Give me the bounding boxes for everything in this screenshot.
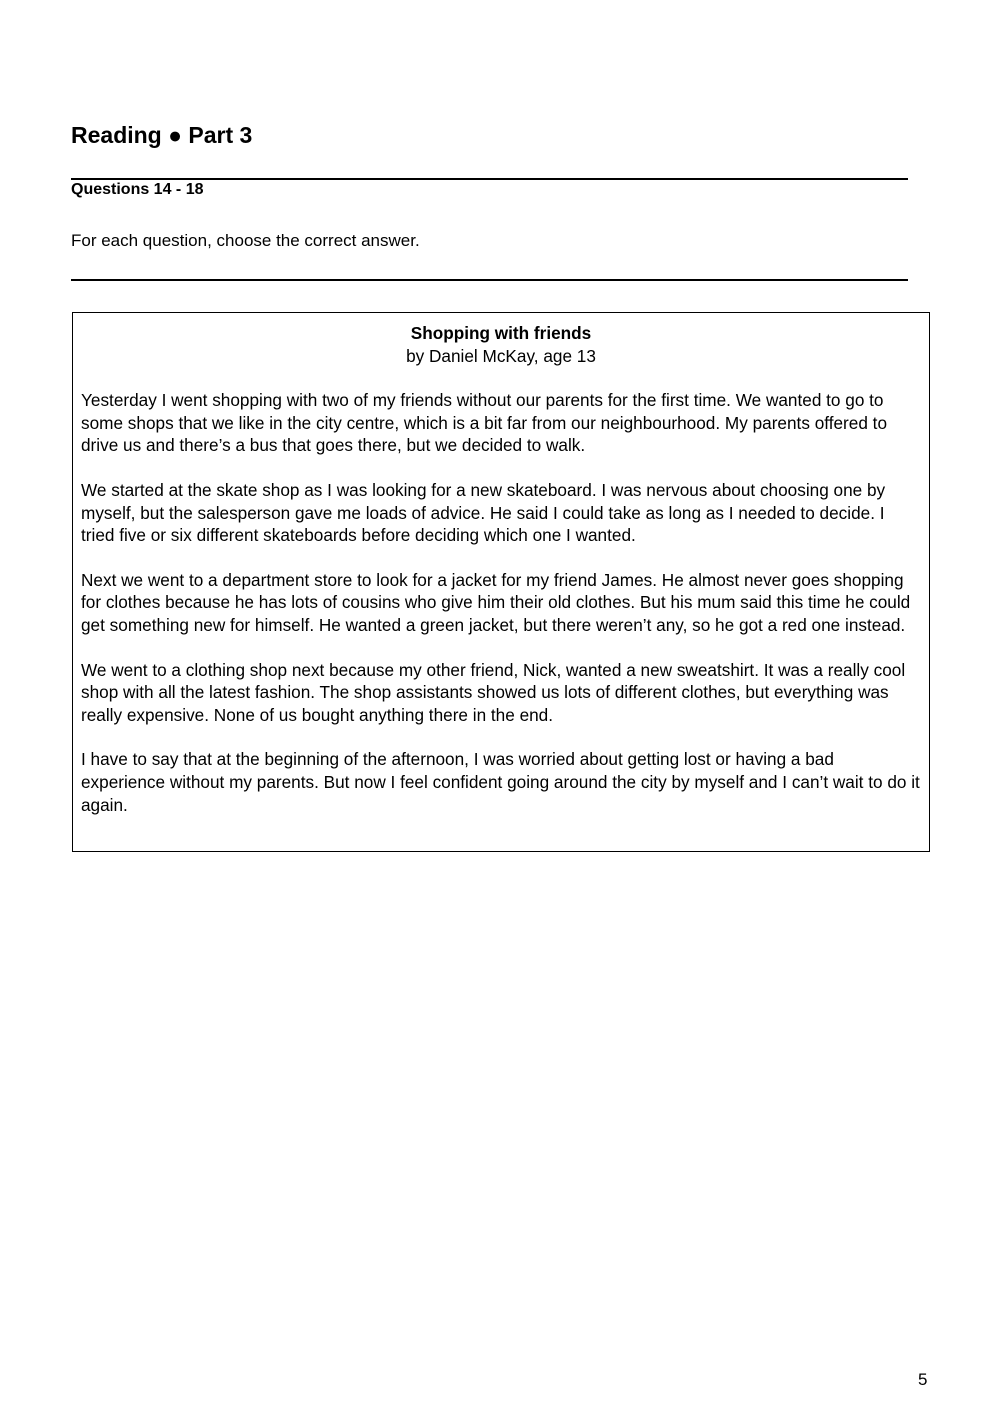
reading-text-box: [72, 312, 930, 852]
article-paragraph-2: We started at the skate shop as I was looking for a new skateboard. I was nervous about choosing one by myself, but the salesperson gave me loads of advice. He said I could take as long as I needed to decide. I tried five or six different skateboards before deciding which one I wanted.: [81, 479, 886, 546]
article-paragraph-4: We went to a clothing shop next because my other friend, Nick, wanted a new sweatshirt. It was a really cool shop with all the latest fashion. The shop assistants showed us lots of different clothes, but everything was really expensive. None of us bought anything there in the end.: [81, 659, 906, 725]
article-title: Shopping with friends: [410, 323, 592, 343]
article-paragraph-5: I have to say that at the beginning of the afternoon, I was worried about getting lost or having a bad experience without my parents. But now I feel confident going around the city by myself and I can’t wait to do it again.: [81, 749, 920, 815]
bottom-divider: [71, 279, 908, 281]
article-paragraph-1: Yesterday I went shopping with two of my friends without our parents for the first time. We wanted to go to some shops that we like in the city centre, which is a bit far from our neighbourhood. My parents offered to drive us and there’s a bus that goes there, but we decided to walk.: [81, 390, 887, 456]
article-byline: by Daniel McKay, age 13: [406, 345, 596, 366]
page-number: 5: [918, 1370, 928, 1389]
questions-range: Questions 14 - 18: [71, 181, 204, 198]
article-paragraph-3: Next we went to a department store to look for a jacket for my friend James. He almost never goes shopping for clothes because he has lots of cousins who give him their old clothes. But his mum said this time he could get something new for himself. He wanted a green jacket, but there weren’t any, so he got a red one instead.: [81, 569, 911, 635]
instruction-text: For each question, choose the correct answer.: [71, 231, 420, 250]
page-title: Reading ● Part 3: [71, 122, 253, 148]
